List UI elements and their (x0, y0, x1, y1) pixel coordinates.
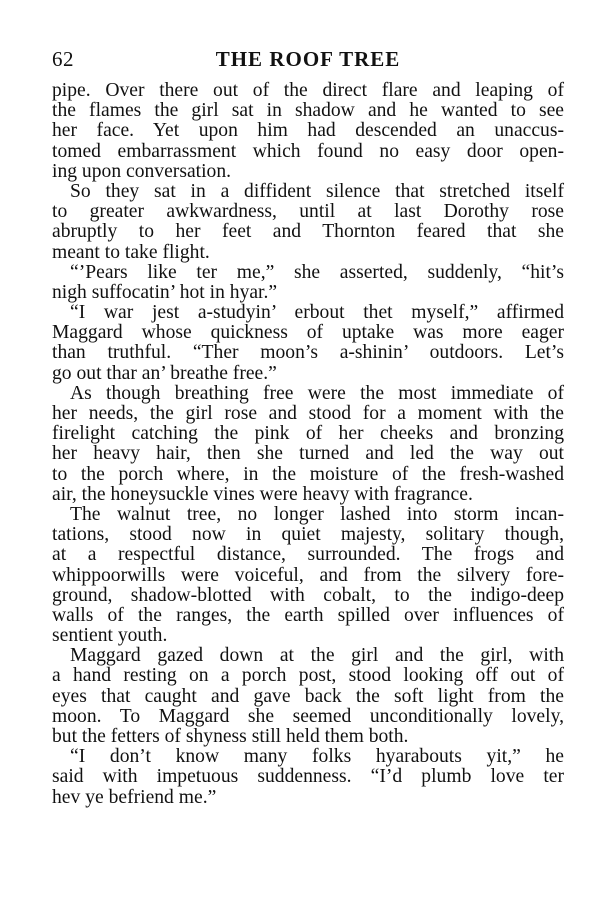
text-line: meant to take flight. (52, 241, 210, 263)
running-head (52, 44, 564, 74)
text-line: go out thar an’ breathe free.” (52, 362, 277, 384)
text-line: abruptly to her feet and Thornton feared that she (52, 221, 564, 243)
text-line: “I war jest a-studyin’ erbout thet myself,” affirmed (70, 302, 564, 324)
text-line: than truthful. “Ther moon’s a-shinin’ outdoors. Let’s (52, 342, 564, 364)
text-line: her needs, the girl rose and stood for a moment with the (52, 403, 564, 424)
text-line: hev ye befriend me.” (52, 786, 217, 808)
text-line: eyes that caught and gave back the soft light from the (52, 685, 564, 707)
text-line: Maggard gazed down at the girl and the girl, with (70, 645, 564, 667)
body-text (52, 81, 564, 808)
page-number: 62 (52, 47, 74, 71)
text-line: to the porch where, in the moisture of the fresh-washed (52, 463, 564, 485)
text-line: “I don’t know many folks hyarabouts yit,” he (70, 746, 564, 768)
running-title: THE ROOF TREE (215, 47, 401, 71)
text-line: firelight catching the pink of her cheeks and bronzing (52, 423, 564, 445)
text-line: ground, shadow-blotted with cobalt, to the indigo-deep (52, 584, 564, 606)
text-line: her face. Yet upon him had descended an unaccus- (52, 120, 564, 142)
text-line: As though breathing free were the most immediate of (70, 382, 564, 404)
text-line: walls of the ranges, the earth spilled over influences of (52, 604, 564, 626)
text-line: pipe. Over there out of the direct flare and leaping of (52, 80, 564, 101)
text-line: sentient youth. (52, 625, 168, 647)
text-line: tomed embarrassment which found no easy door open- (52, 140, 564, 162)
text-line: air, the honeysuckle vines were heavy with fragrance. (52, 483, 473, 505)
book-page (52, 44, 564, 808)
text-line: tations, stood now in quiet majesty, solitary though, (52, 524, 564, 546)
text-line: The walnut tree, no longer lashed into storm incan- (70, 503, 564, 525)
text-line: Maggard whose quickness of uptake was more eager (52, 322, 564, 344)
text-line: nigh suffocatin’ hot in hyar.” (52, 281, 278, 303)
text-line: whippoorwills were voiceful, and from the silvery fore- (52, 564, 564, 586)
text-line: So they sat in a diffident silence that stretched itself (70, 180, 564, 202)
text-line: moon. To Maggard she seemed unconditionally lovely, (52, 705, 564, 727)
text-line: ing upon conversation. (52, 160, 232, 182)
text-line: “’Pears like ter me,” she asserted, suddenly, “hit’s (70, 261, 564, 283)
text-line: at a respectful distance, surrounded. The frogs and (52, 544, 564, 566)
text-line: said with impetuous suddenness. “I’d plumb love ter (52, 766, 564, 788)
text-line: the flames the girl sat in shadow and he wanted to see (52, 100, 564, 122)
text-line: to greater awkwardness, until at last Dorothy rose (52, 201, 564, 223)
text-line: her heavy hair, then she turned and led the way out (52, 443, 564, 465)
text-line: but the fetters of shyness still held them both. (52, 726, 409, 747)
text-line: a hand resting on a porch post, stood looking off out of (52, 665, 564, 687)
